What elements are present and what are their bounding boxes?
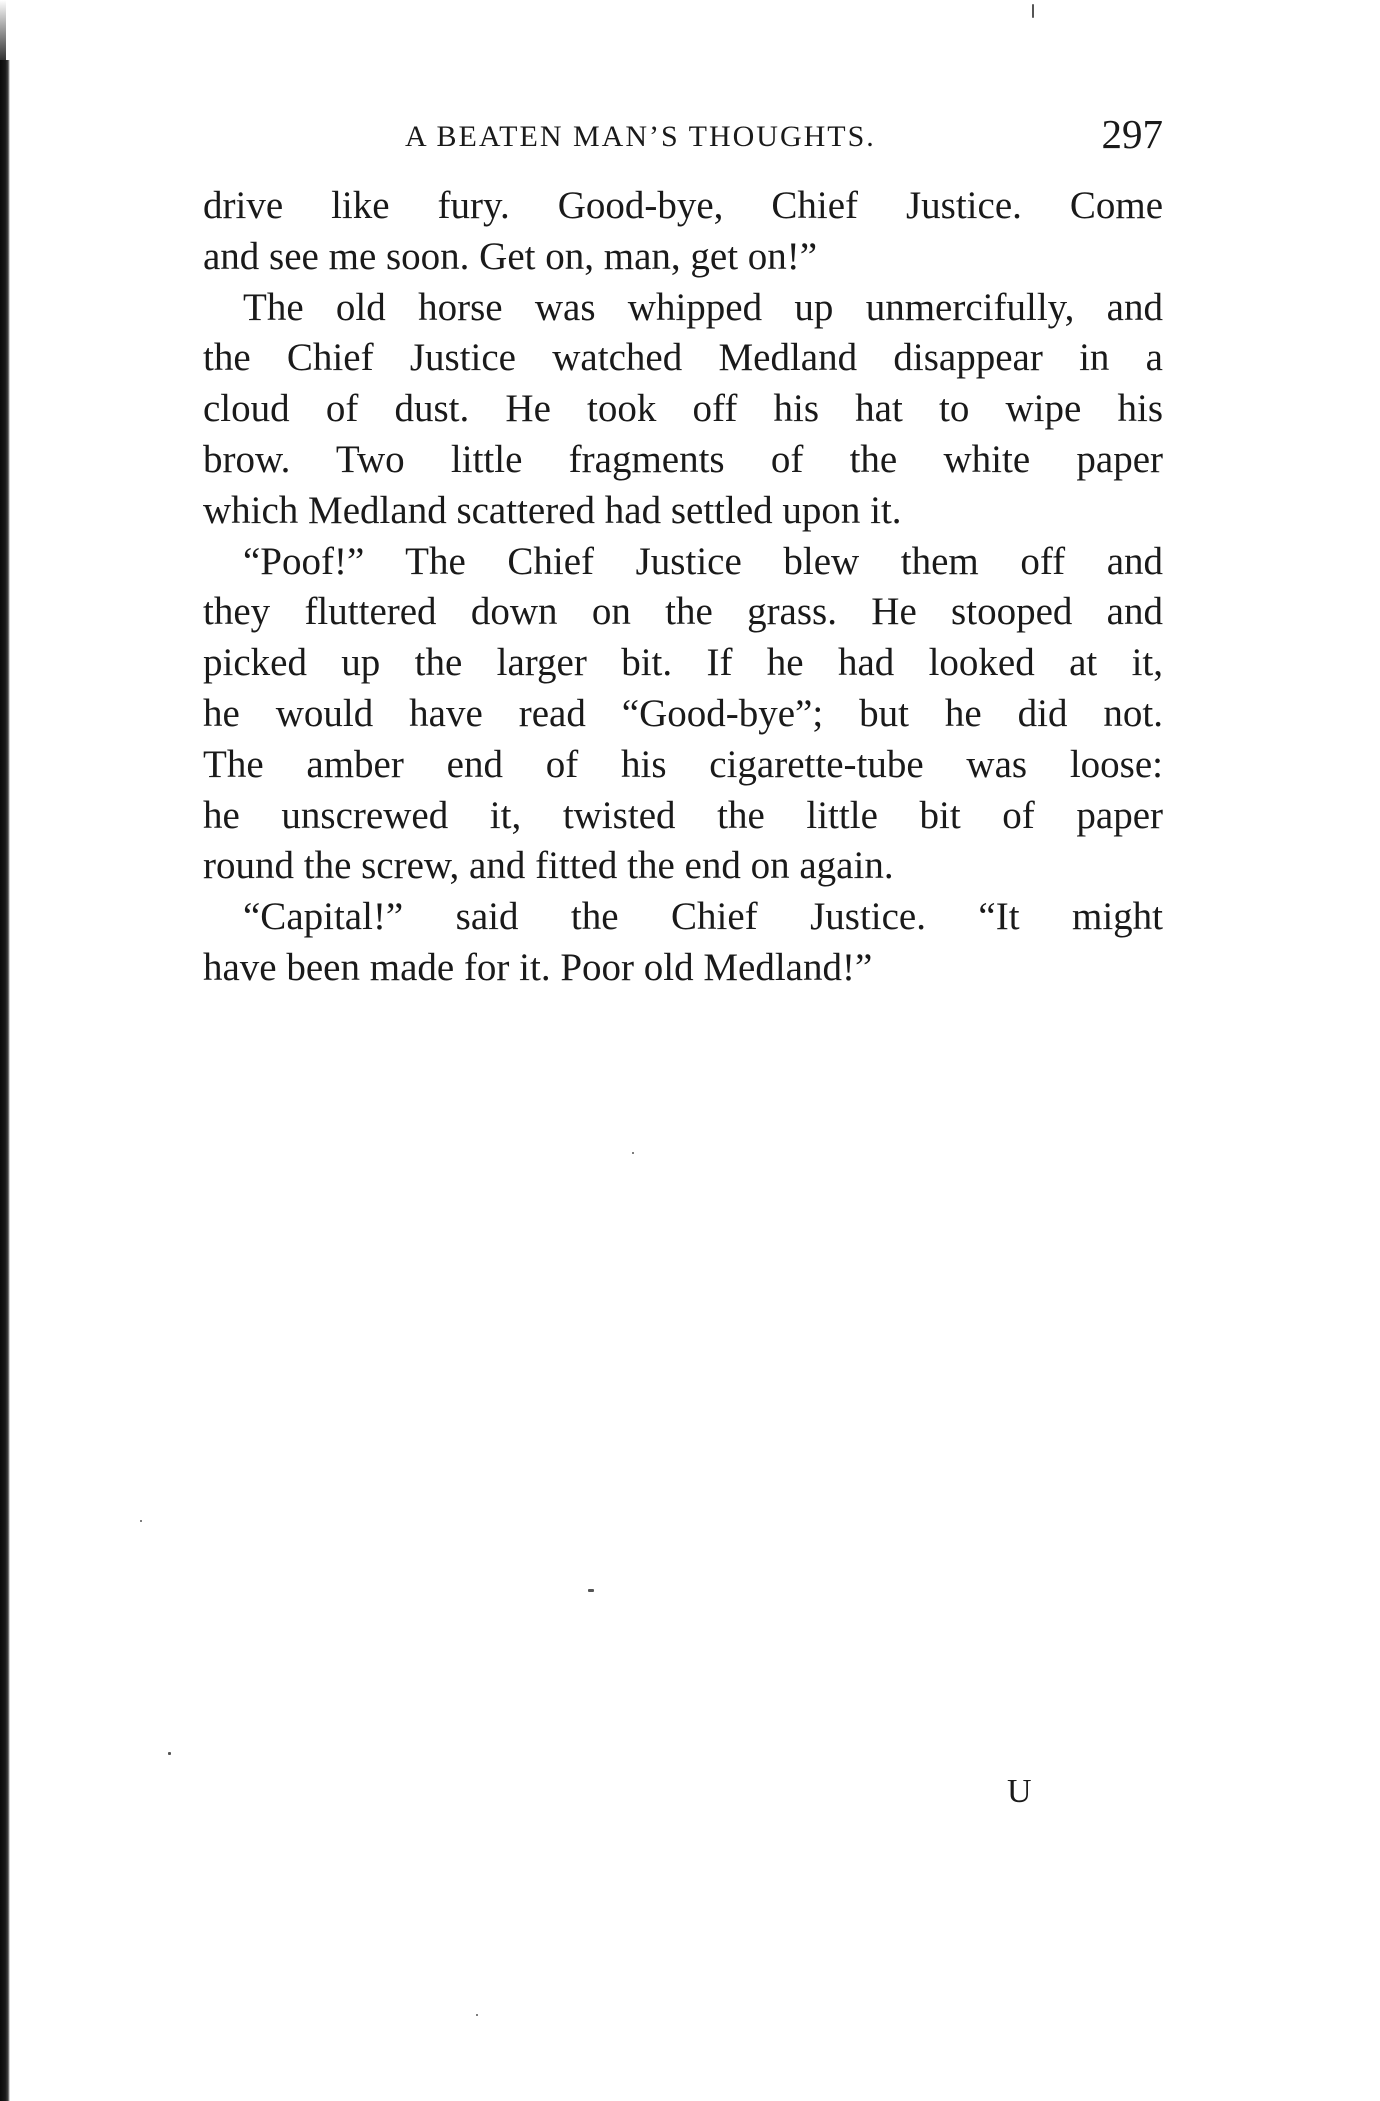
text-line: the Chief Justice watched Medland disappear in a bbox=[203, 336, 1163, 380]
text-line: “Capital!” said the Chief Justice. “It might bbox=[243, 895, 1163, 939]
text-line: he would have read “Good-bye”; but he did not. bbox=[203, 691, 1163, 735]
signature-mark: U bbox=[1007, 1773, 1032, 1810]
running-head bbox=[203, 108, 1163, 158]
page-number: 297 bbox=[1101, 111, 1163, 157]
scan-speck bbox=[168, 1752, 171, 1755]
text-line: drive like fury. Good-bye, Chief Justice. Come bbox=[203, 184, 1163, 227]
text-line: which Medland scattered had settled upon it. bbox=[203, 488, 902, 532]
text-line: The old horse was whipped up unmercifully, and bbox=[243, 285, 1163, 329]
scan-speck bbox=[588, 1589, 594, 1592]
text-line: cloud of dust. He took off his hat to wipe his bbox=[203, 387, 1163, 431]
scan-speck bbox=[476, 2014, 478, 2016]
text-line: they fluttered down on the grass. He stooped and bbox=[203, 590, 1163, 634]
text-line: have been made for it. Poor old Medland!” bbox=[203, 945, 873, 989]
scan-speck bbox=[140, 1520, 142, 1522]
scan-speck bbox=[632, 1152, 634, 1154]
text-line: he unscrewed it, twisted the little bit of paper bbox=[203, 793, 1163, 837]
binding-edge-top bbox=[0, 0, 6, 60]
scan-speck bbox=[1032, 4, 1034, 18]
text-line: “Poof!” The Chief Justice blew them off and bbox=[243, 539, 1163, 583]
binding-edge bbox=[0, 60, 10, 2101]
running-head-title: A BEATEN MAN’S THOUGHTS. bbox=[405, 120, 876, 153]
text-line: and see me soon. Get on, man, get on!” bbox=[203, 234, 818, 278]
body-text bbox=[203, 181, 1163, 994]
text-line: picked up the larger bit. If he had looked at it, bbox=[203, 641, 1163, 685]
text-line: brow. Two little fragments of the white paper bbox=[203, 437, 1163, 481]
text-line: The amber end of his cigarette-tube was loose: bbox=[203, 742, 1163, 786]
text-line: round the screw, and fitted the end on again. bbox=[203, 844, 894, 888]
